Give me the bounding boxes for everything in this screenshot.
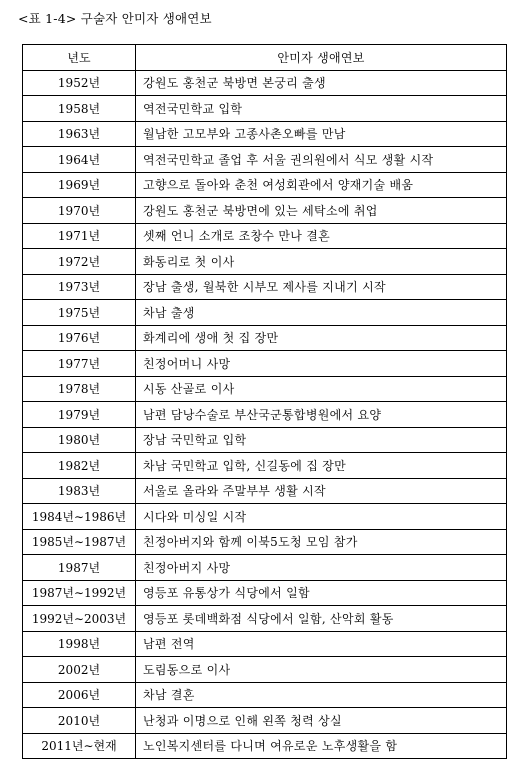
event-cell: 월남한 고모부와 고종사촌오빠를 만남 (136, 121, 507, 147)
life-chronology-table (22, 44, 507, 759)
event-cell: 시동 산골로 이사 (136, 376, 507, 402)
event-cell: 영등포 롯데백화점 식당에서 일함, 산악회 활동 (136, 606, 507, 632)
event-cell: 차남 결혼 (136, 682, 507, 708)
table-body (23, 70, 507, 759)
table-row (23, 172, 507, 198)
table-row (23, 427, 507, 453)
year-cell: 2010년 (23, 708, 136, 734)
year-cell: 1958년 (23, 96, 136, 122)
event-cell: 화계리에 생애 첫 집 장만 (136, 325, 507, 351)
event-cell: 서울로 올라와 주말부부 생활 시작 (136, 478, 507, 504)
table-row (23, 708, 507, 734)
table-row (23, 249, 507, 275)
table-row (23, 657, 507, 683)
year-cell: 1978년 (23, 376, 136, 402)
event-cell: 친정아버지와 함께 이북5도청 모임 참가 (136, 529, 507, 555)
year-cell: 1983년 (23, 478, 136, 504)
event-cell: 시다와 미싱일 시작 (136, 504, 507, 530)
table-row (23, 300, 507, 326)
table-row (23, 198, 507, 224)
table-row (23, 351, 507, 377)
event-cell: 장남 출생, 월북한 시부모 제사를 지내기 시작 (136, 274, 507, 300)
year-cell: 1984년∼1986년 (23, 504, 136, 530)
event-cell: 역전국민학교 졸업 후 서울 권의원에서 식모 생활 시작 (136, 147, 507, 173)
event-cell: 노인복지센터를 다니며 여유로운 노후생활을 함 (136, 733, 507, 759)
event-cell: 영등포 유통상가 식당에서 일함 (136, 580, 507, 606)
table-row (23, 682, 507, 708)
header-row (23, 45, 507, 71)
table-row (23, 504, 507, 530)
year-cell: 1976년 (23, 325, 136, 351)
event-cell: 장남 국민학교 입학 (136, 427, 507, 453)
table-row (23, 529, 507, 555)
table-row (23, 580, 507, 606)
year-cell: 1964년 (23, 147, 136, 173)
table-row (23, 453, 507, 479)
event-cell: 고향으로 돌아와 춘천 여성회관에서 양재기술 배움 (136, 172, 507, 198)
year-cell: 1987년∼1992년 (23, 580, 136, 606)
year-cell: 1971년 (23, 223, 136, 249)
event-cell: 화동리로 첫 이사 (136, 249, 507, 275)
table-caption: <표 1-4> 구술자 안미자 생애연보 (18, 11, 212, 26)
year-cell: 1969년 (23, 172, 136, 198)
event-cell: 역전국민학교 입학 (136, 96, 507, 122)
table-row (23, 402, 507, 428)
table-row (23, 223, 507, 249)
table-row (23, 325, 507, 351)
event-cell: 친정아버지 사망 (136, 555, 507, 581)
table-row (23, 121, 507, 147)
table-row (23, 147, 507, 173)
year-cell: 1952년 (23, 70, 136, 96)
event-cell: 친정어머니 사망 (136, 351, 507, 377)
year-cell: 1979년 (23, 402, 136, 428)
year-cell: 2002년 (23, 657, 136, 683)
event-cell: 난청과 이명으로 인해 왼쪽 청력 상실 (136, 708, 507, 734)
table-row (23, 631, 507, 657)
header-event: 안미자 생애연보 (136, 45, 507, 71)
year-cell: 1972년 (23, 249, 136, 275)
table-row (23, 376, 507, 402)
table-row (23, 733, 507, 759)
year-cell: 1963년 (23, 121, 136, 147)
header-year: 년도 (23, 45, 136, 71)
table-row (23, 70, 507, 96)
table-row (23, 606, 507, 632)
event-cell: 강원도 홍천군 북방면 본궁리 출생 (136, 70, 507, 96)
event-cell: 남편 전역 (136, 631, 507, 657)
table-row (23, 96, 507, 122)
year-cell: 2006년 (23, 682, 136, 708)
year-cell: 1977년 (23, 351, 136, 377)
year-cell: 2011년∼현재 (23, 733, 136, 759)
table-row (23, 555, 507, 581)
event-cell: 도림동으로 이사 (136, 657, 507, 683)
year-cell: 1980년 (23, 427, 136, 453)
year-cell: 1970년 (23, 198, 136, 224)
event-cell: 남편 담낭수술로 부산국군통합병원에서 요양 (136, 402, 507, 428)
table-row (23, 478, 507, 504)
year-cell: 1982년 (23, 453, 136, 479)
year-cell: 1985년∼1987년 (23, 529, 136, 555)
event-cell: 차남 출생 (136, 300, 507, 326)
year-cell: 1992년∼2003년 (23, 606, 136, 632)
year-cell: 1975년 (23, 300, 136, 326)
year-cell: 1973년 (23, 274, 136, 300)
year-cell: 1987년 (23, 555, 136, 581)
table-row (23, 274, 507, 300)
year-cell: 1998년 (23, 631, 136, 657)
event-cell: 강원도 홍천군 북방면에 있는 세탁소에 취업 (136, 198, 507, 224)
event-cell: 차남 국민학교 입학, 신길동에 집 장만 (136, 453, 507, 479)
event-cell: 셋째 언니 소개로 조창수 만나 결혼 (136, 223, 507, 249)
